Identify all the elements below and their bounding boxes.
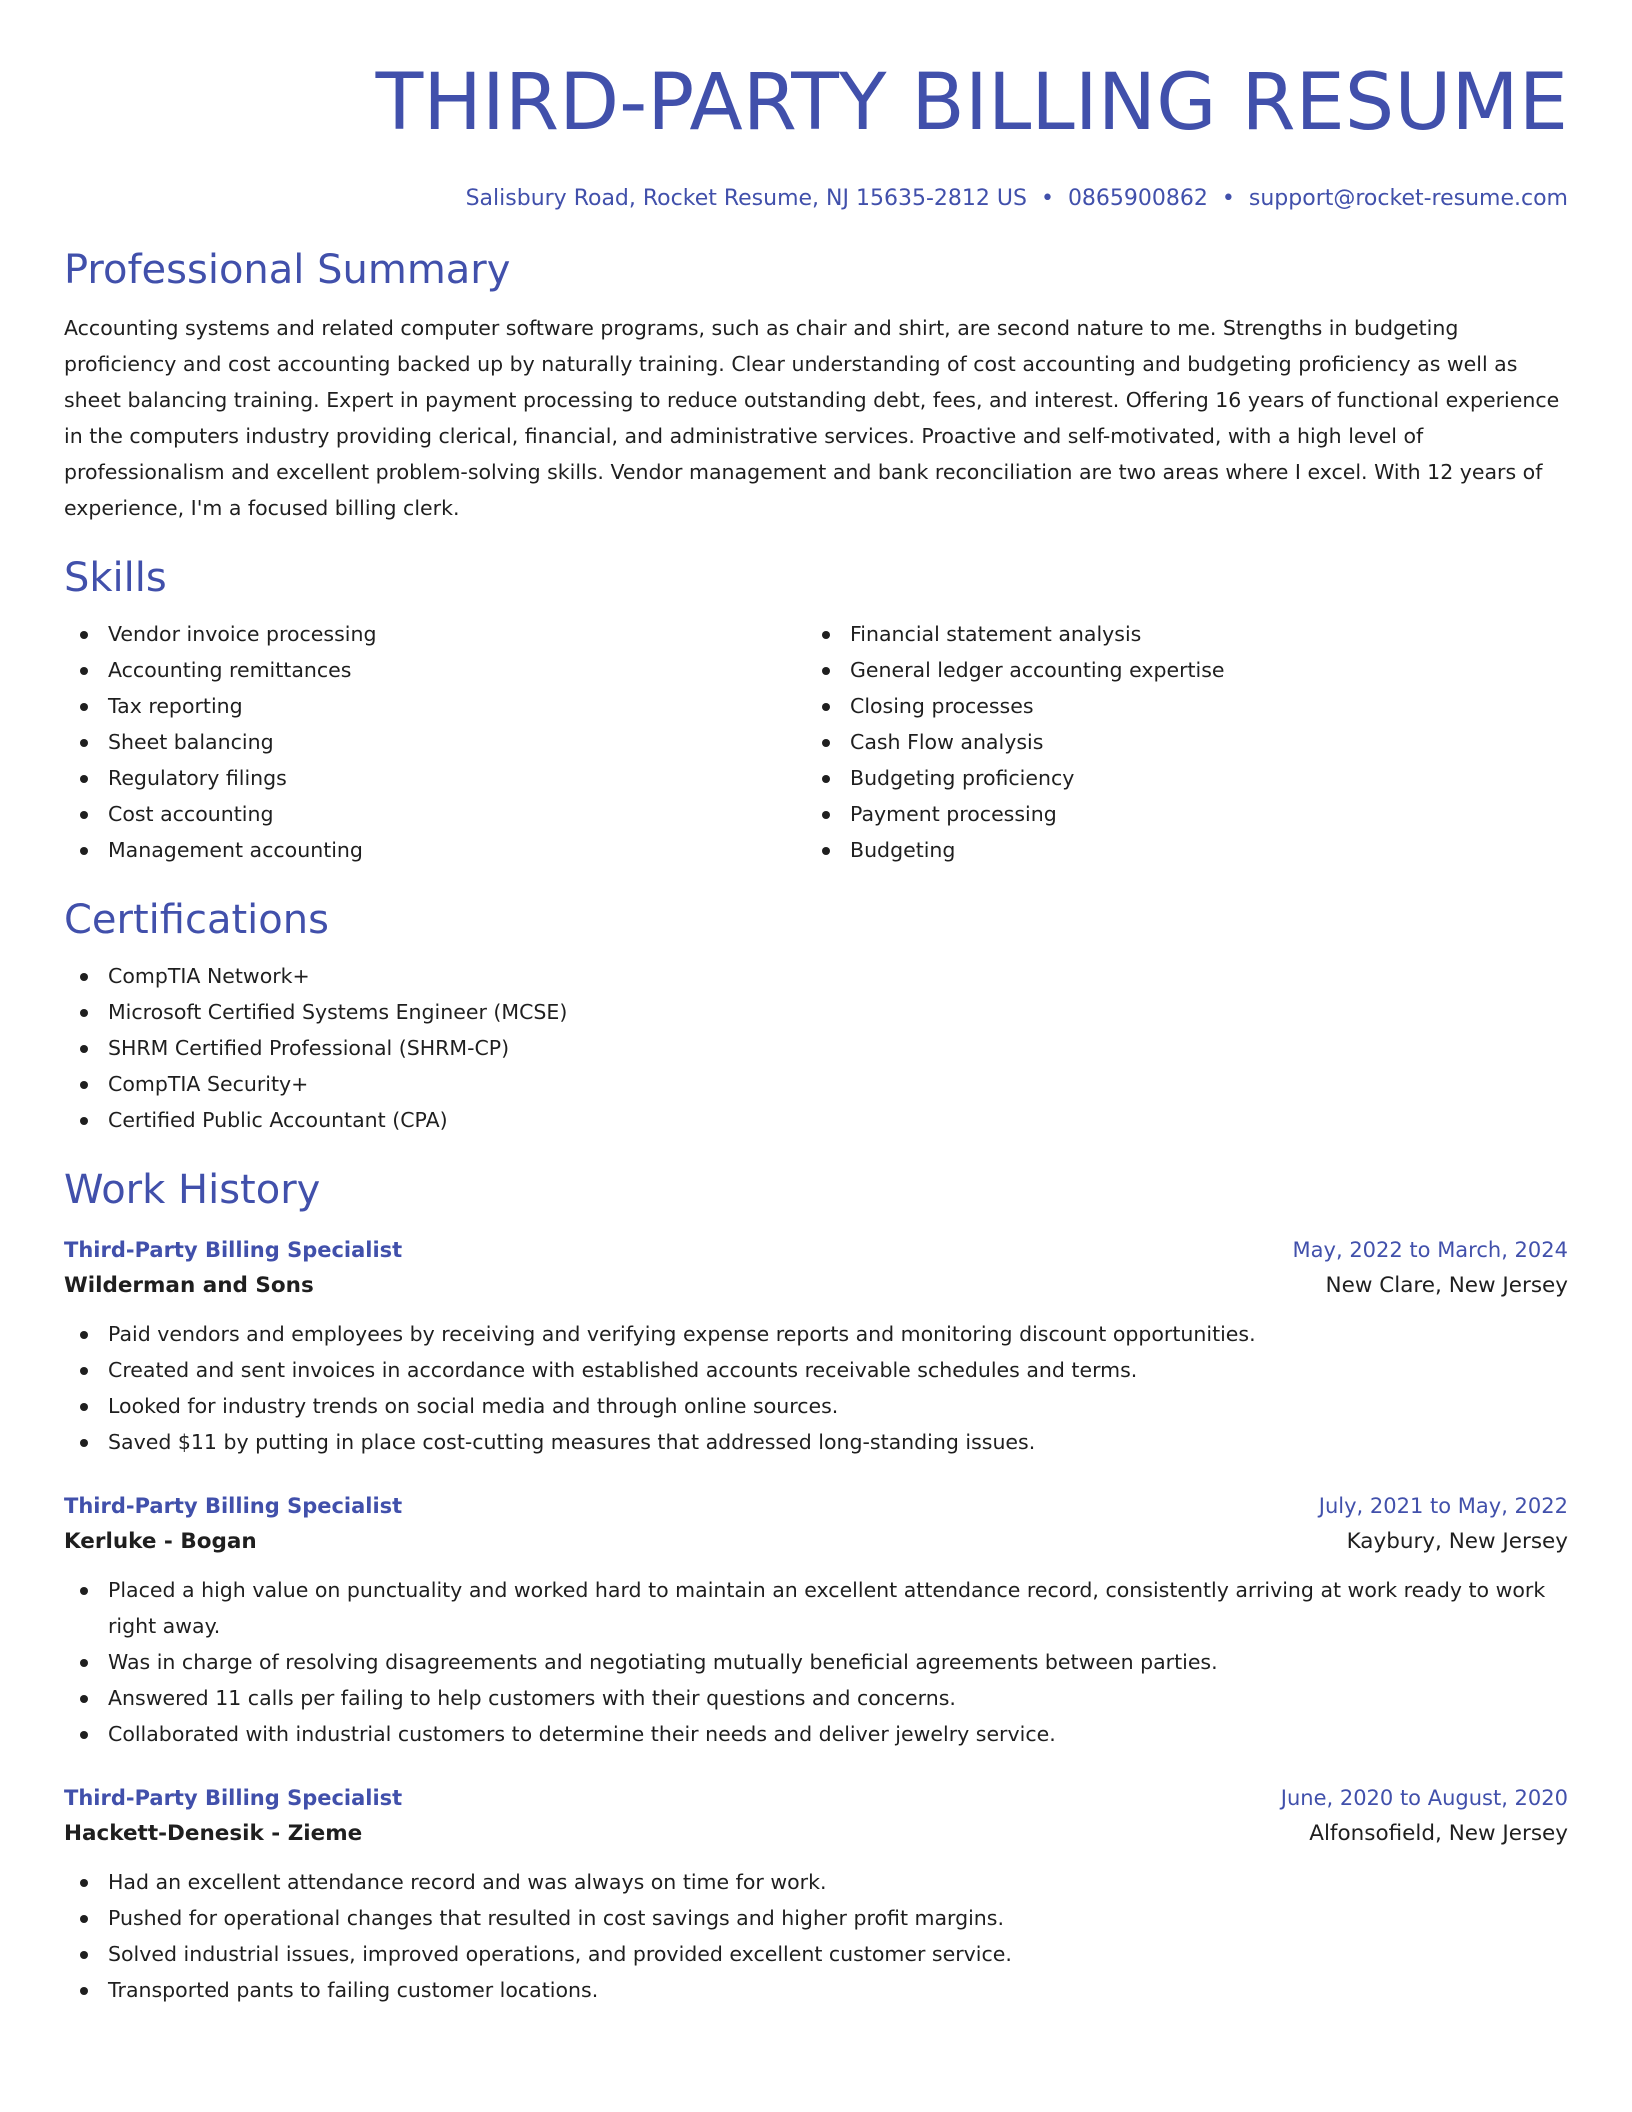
certification-item: SHRM Certified Professional (SHRM-CP) xyxy=(64,1030,1568,1066)
certification-item: Certified Public Accountant (CPA) xyxy=(64,1102,1568,1138)
job-bullets xyxy=(64,1572,1568,1752)
job-bullet: Was in charge of resolving disagreements and negotiating mutually beneficial agreements between parties. xyxy=(64,1644,1568,1680)
job-header-row xyxy=(64,1782,1568,1814)
job-bullet: Answered 11 calls per failing to help customers with their questions and concerns. xyxy=(64,1680,1568,1716)
skills-heading: Skills xyxy=(64,555,167,601)
skill-item: Cost accounting xyxy=(64,796,806,832)
job-bullet: Solved industrial issues, improved operations, and provided excellent customer service. xyxy=(64,1936,1568,1972)
skill-item: Vendor invoice processing xyxy=(64,616,806,652)
contact-line xyxy=(64,184,1568,214)
resume-page xyxy=(64,52,1568,2008)
job-title: Third-Party Billing Specialist xyxy=(64,1494,403,1518)
certification-item: CompTIA Security+ xyxy=(64,1066,1568,1102)
skills-grid xyxy=(64,616,1568,868)
job-company-row xyxy=(64,1814,1568,1854)
job-bullets xyxy=(64,1316,1568,1460)
job-bullet: Paid vendors and employees by receiving and verifying expense reports and monitoring discount opportunities. xyxy=(64,1316,1568,1352)
resume-title: THIRD-PARTY BILLING RESUME xyxy=(375,58,1568,148)
skills-right-column xyxy=(806,616,1548,868)
job-bullet: Collaborated with industrial customers to determine their needs and deliver jewelry service. xyxy=(64,1716,1568,1752)
resume-header xyxy=(64,52,1568,214)
job-header-row xyxy=(64,1490,1568,1522)
contact-email: support@rocket-resume.com xyxy=(1248,186,1568,211)
summary-heading: Professional Summary xyxy=(64,247,511,293)
skills-section xyxy=(64,552,1568,868)
skill-item: Cash Flow analysis xyxy=(806,724,1548,760)
certifications-section xyxy=(64,894,1568,1138)
job-dates: May, 2022 to March, 2024 xyxy=(1292,1238,1568,1262)
work-history-heading: Work History xyxy=(64,1167,321,1213)
job-location: Alfonsofield, New Jersey xyxy=(1309,1821,1568,1846)
job-entry xyxy=(64,1782,1568,2008)
skill-item: Accounting remittances xyxy=(64,652,806,688)
certification-item: CompTIA Network+ xyxy=(64,958,1568,994)
certification-item: Microsoft Certified Systems Engineer (MCSE) xyxy=(64,994,1568,1030)
skills-left-column xyxy=(64,616,806,868)
skill-item: Management accounting xyxy=(64,832,806,868)
job-header-row xyxy=(64,1234,1568,1266)
summary-text: Accounting systems and related computer software programs, such as chair and shirt, are second nature to me. Strengths in budgeting proficiency and cost accounting backed up by naturally training. Clear understanding of cost accounting and budgeting proficiency as well as sheet balancing training. Expert in payment processing to reduce outstanding debt, fees, and interest. Offering 16 years of functional experience in the computers industry providing clerical, financial, and administrative services. Proactive and self-motivated, with a high level of professionalism and excellent problem-solving skills. Vendor management and bank reconciliation are two areas where I excel. With 12 years of experience, I'm a focused billing clerk. xyxy=(64,316,1560,520)
contact-separator: • xyxy=(1221,186,1235,211)
contact-phone: 0865900862 xyxy=(1067,186,1208,211)
job-entry xyxy=(64,1234,1568,1460)
job-company: Wilderman and Sons xyxy=(64,1273,314,1298)
job-company: Kerluke - Bogan xyxy=(64,1529,257,1554)
job-company-row xyxy=(64,1266,1568,1306)
skill-item: Payment processing xyxy=(806,796,1548,832)
job-title: Third-Party Billing Specialist xyxy=(64,1786,403,1810)
contact-address: Salisbury Road, Rocket Resume, NJ 15635-2812 US xyxy=(465,186,1027,211)
skill-item: Budgeting proficiency xyxy=(806,760,1548,796)
contact-separator: • xyxy=(1040,186,1054,211)
summary-section xyxy=(64,244,1568,526)
skill-item: General ledger accounting expertise xyxy=(806,652,1548,688)
job-dates: June, 2020 to August, 2020 xyxy=(1280,1786,1568,1810)
job-title: Third-Party Billing Specialist xyxy=(64,1238,403,1262)
skill-item: Tax reporting xyxy=(64,688,806,724)
job-location: New Clare, New Jersey xyxy=(1325,1273,1568,1298)
job-bullet: Looked for industry trends on social media and through online sources. xyxy=(64,1388,1568,1424)
job-company-row xyxy=(64,1522,1568,1562)
skill-item: Financial statement analysis xyxy=(806,616,1548,652)
skill-item: Sheet balancing xyxy=(64,724,806,760)
job-bullet: Saved $11 by putting in place cost-cutting measures that addressed long-standing issues. xyxy=(64,1424,1568,1460)
certifications-heading: Certifications xyxy=(64,897,329,943)
work-history-section xyxy=(64,1164,1568,2008)
job-location: Kaybury, New Jersey xyxy=(1346,1529,1568,1554)
job-company: Hackett-Denesik - Zieme xyxy=(64,1821,363,1846)
job-entry xyxy=(64,1490,1568,1752)
job-bullet: Transported pants to failing customer locations. xyxy=(64,1972,1568,2008)
skill-item: Closing processes xyxy=(806,688,1548,724)
job-bullet: Placed a high value on punctuality and worked hard to maintain an excellent attendance record, consistently arriving at work ready to work right away. xyxy=(64,1572,1568,1644)
job-bullets xyxy=(64,1864,1568,2008)
skill-item: Regulatory filings xyxy=(64,760,806,796)
job-bullet: Had an excellent attendance record and was always on time for work. xyxy=(64,1864,1568,1900)
certifications-list xyxy=(64,958,1568,1138)
job-bullet: Created and sent invoices in accordance with established accounts receivable schedules and terms. xyxy=(64,1352,1568,1388)
skill-item: Budgeting xyxy=(806,832,1548,868)
job-bullet: Pushed for operational changes that resulted in cost savings and higher profit margins. xyxy=(64,1900,1568,1936)
job-dates: July, 2021 to May, 2022 xyxy=(1318,1494,1568,1518)
